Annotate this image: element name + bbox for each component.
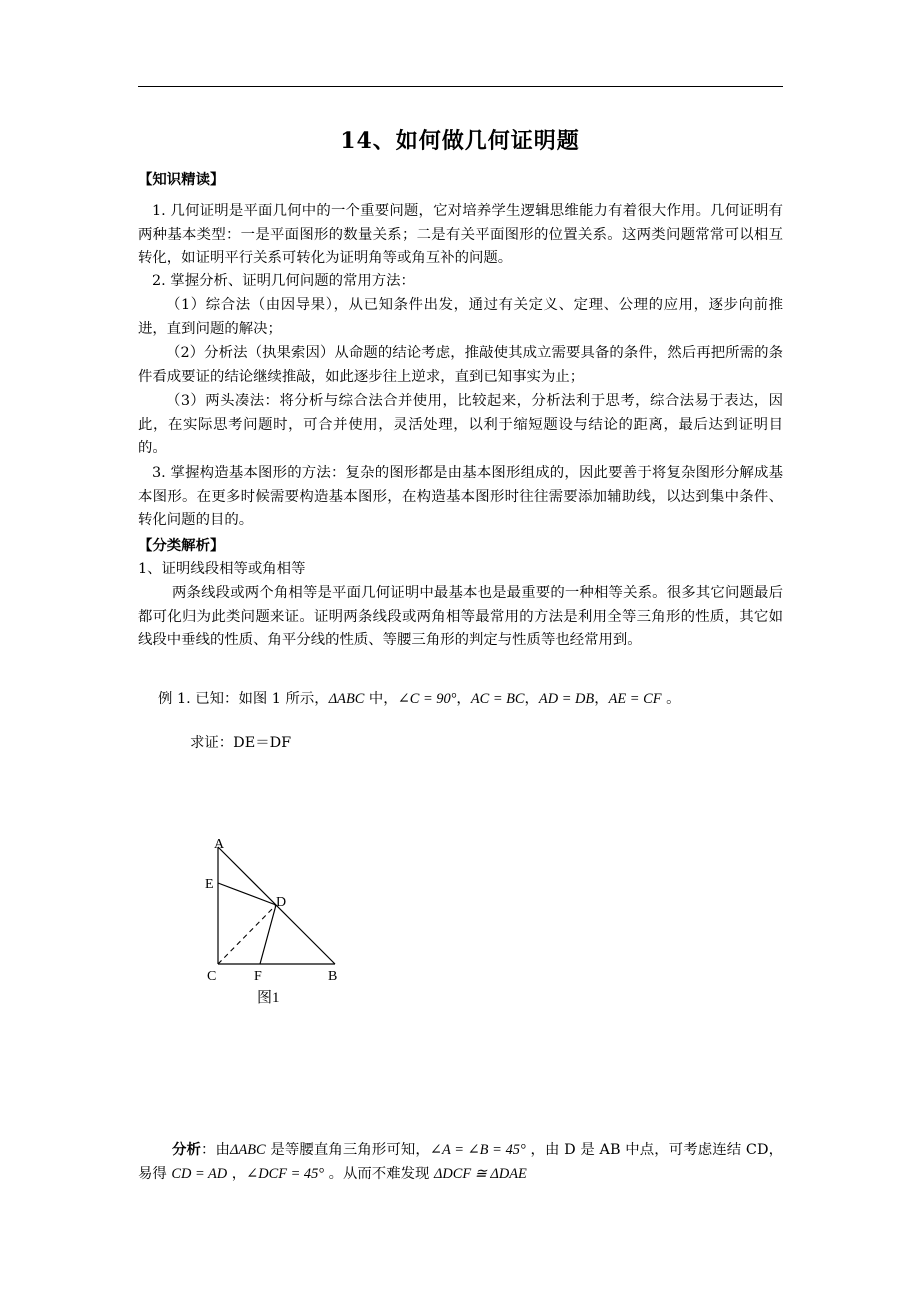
math-ac-bc: AC = BC (470, 691, 525, 707)
example-text: 中， (364, 691, 398, 707)
label-b: B (328, 969, 338, 984)
figure-1 (195, 830, 375, 1010)
math-triangle: ΔABC (328, 691, 365, 707)
analysis-text: ：由 (201, 1142, 231, 1158)
example-text: ， (456, 691, 471, 707)
analysis-text: ，由 D 是 AB 中点，可考虑连结 CD，易得 (138, 1142, 783, 1182)
subsection-heading: 1、证明线段相等或角相等 (138, 561, 306, 577)
figure-caption: 图1 (257, 990, 280, 1006)
math-congruence: ΔDCF ≅ ΔDAE (433, 1165, 527, 1182)
label-c: C (207, 969, 217, 984)
method-combined: （3）两头凑法：将分析与综合法合并使用，比较起来，分析法利于思考，综合法易于表达，因此，在实际思考问题时，可合并使用，灵活处理，以利于缩短题设与结论的距离，最后达到证明目的。 (138, 393, 783, 456)
math-angles-45: ∠A = ∠B = 45° (429, 1142, 526, 1158)
analysis-label: 分析 (172, 1141, 202, 1158)
math-triangle: ΔABC (230, 1142, 266, 1158)
math-angle-c: ∠C = 90° (397, 691, 457, 707)
knowledge-heading: 【知识精读】 (138, 171, 225, 188)
segment-df (260, 905, 276, 964)
analysis-heading: 【分类解析】 (138, 537, 225, 554)
paragraph-3: 3. 掌握构造基本图形的方法：复杂的图形都是由基本图形组成的，因此要善于将复杂图形分解成基本图形。在更多时候需要构造基本图形，在构造基本图形时往往需要添加辅助线，以达到集中条件、转化问题的目的。 (138, 465, 783, 528)
math-cd-ad: CD = AD (171, 1165, 228, 1182)
paragraph-2: 2. 掌握分析、证明几何问题的常用方法： (152, 273, 415, 289)
example-text: ， (594, 691, 609, 707)
example-text: 。 (661, 691, 681, 707)
subsection-text: 两条线段或两个角相等是平面几何证明中最基本也是最重要的一种相等关系。很多其它问题最后都可化归为此类问题来证。证明两条线段或两角相等最常用的方法是利用全等三角形的性质，其它如线段中垂线的性质、角平分线的性质、等腰三角形的判定与性质等也经常用到。 (138, 585, 783, 648)
analysis-paragraph (138, 1138, 783, 1186)
label-f: F (254, 969, 262, 984)
math-ae-cf: AE = CF (608, 691, 662, 707)
paragraph-1: 1. 几何证明是平面几何中的一个重要问题，它对培养学生逻辑思维能力有着很大作用。几何证明有两种基本类型：一是平面图形的数量关系；二是有关平面图形的位置关系。这两类问题常常可以相互转化，如证明平行关系可转化为证明角等或角互补的问题。 (138, 203, 783, 266)
analysis-text: 。从而不难发现 (324, 1165, 434, 1182)
segment-ed (218, 883, 276, 905)
example-lead: 例 1. 已知：如图 1 所示， (158, 691, 329, 707)
math-angle-dcf: ∠DCF = 45° (246, 1165, 325, 1182)
method-analysis: （2）分析法（执果索因）从命题的结论考虑，推敲使其成立需要具备的条件，然后再把所需的条件看成要证的结论继续推敲，如此逐步往上逆求，直到已知事实为止； (138, 345, 783, 385)
analysis-text: ， (227, 1165, 247, 1182)
example-text: ， (524, 691, 539, 707)
label-e: E (205, 877, 214, 892)
prove-statement: 求证：DE＝DF (190, 735, 292, 751)
header-rule (138, 86, 783, 87)
segment-cd-dashed (218, 905, 276, 964)
label-a: A (214, 837, 225, 852)
method-synthesis: （1）综合法（由因导果），从已知条件出发，通过有关定义、定理、公理的应用，逐步向前推进，直到问题的解决； (138, 297, 783, 337)
math-ad-db: AD = DB (538, 691, 595, 707)
page-title: 14、如何做几何证明题 (340, 128, 580, 154)
label-d: D (276, 895, 287, 910)
analysis-text: 是等腰直角三角形可知， (265, 1142, 430, 1158)
example-statement (158, 688, 783, 712)
